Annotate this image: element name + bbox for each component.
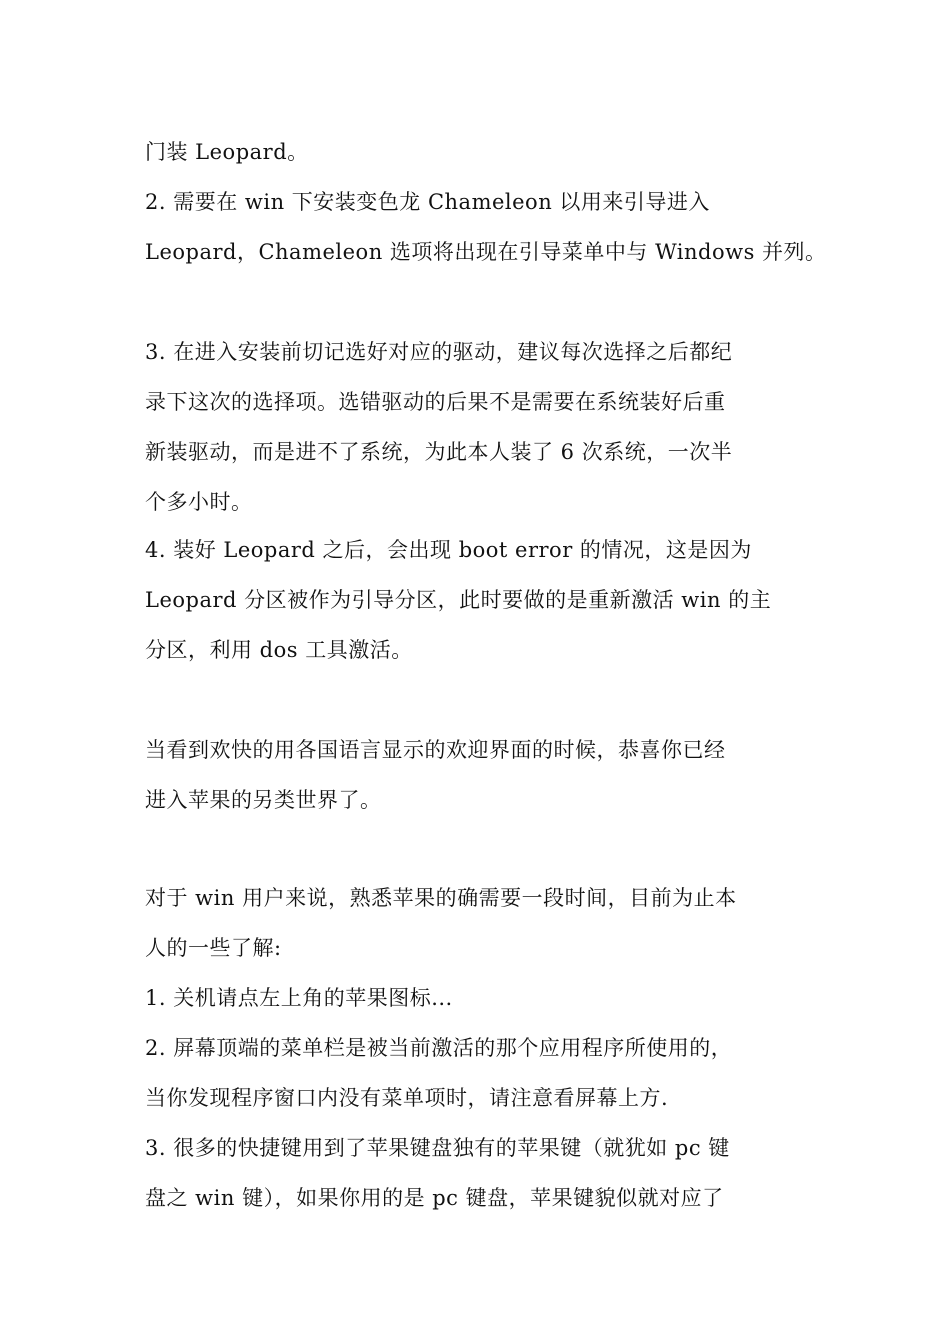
text-line: 对于 win 用户来说，熟悉苹果的确需要一段时间，目前为止本 — [145, 886, 737, 910]
text-line: 个多小时。 — [145, 490, 253, 514]
text-line: Leopard，Chameleon 选项将出现在引导菜单中与 Windows 并列。 — [145, 240, 827, 264]
text-line: 人的一些了解: — [145, 936, 282, 960]
text-line: 进入苹果的另类世界了。 — [145, 788, 382, 812]
text-line: 当看到欢快的用各国语言显示的欢迎界面的时候，恭喜你已经 — [145, 738, 726, 762]
text-line: 3. 在进入安装前切记选好对应的驱动，建议每次选择之后都纪 — [145, 340, 733, 364]
text-line: 1. 关机请点左上角的苹果图标... — [145, 986, 453, 1010]
text-line: 3. 很多的快捷键用到了苹果键盘独有的苹果键（就犹如 pc 键 — [145, 1136, 730, 1160]
text-line: 分区，利用 dos 工具激活。 — [145, 638, 413, 662]
text-line: Leopard 分区被作为引导分区，此时要做的是重新激活 win 的主 — [145, 588, 772, 612]
text-line: 门装 Leopard。 — [145, 140, 309, 164]
text-line: 4. 装好 Leopard 之后，会出现 boot error 的情况，这是因为 — [145, 538, 752, 562]
text-line: 录下这次的选择项。选错驱动的后果不是需要在系统装好后重 — [145, 390, 726, 414]
text-line: 当你发现程序窗口内没有菜单项时，请注意看屏幕上方. — [145, 1086, 669, 1110]
text-line: 盘之 win 键），如果你用的是 pc 键盘，苹果键貌似就对应了 — [145, 1186, 724, 1210]
text-line: 2. 需要在 win 下安装变色龙 Chameleon 以用来引导进入 — [145, 190, 710, 214]
text-line: 2. 屏幕顶端的菜单栏是被当前激活的那个应用程序所使用的， — [145, 1036, 733, 1060]
text-line: 新装驱动，而是进不了系统，为此本人装了 6 次系统，一次半 — [145, 440, 733, 464]
